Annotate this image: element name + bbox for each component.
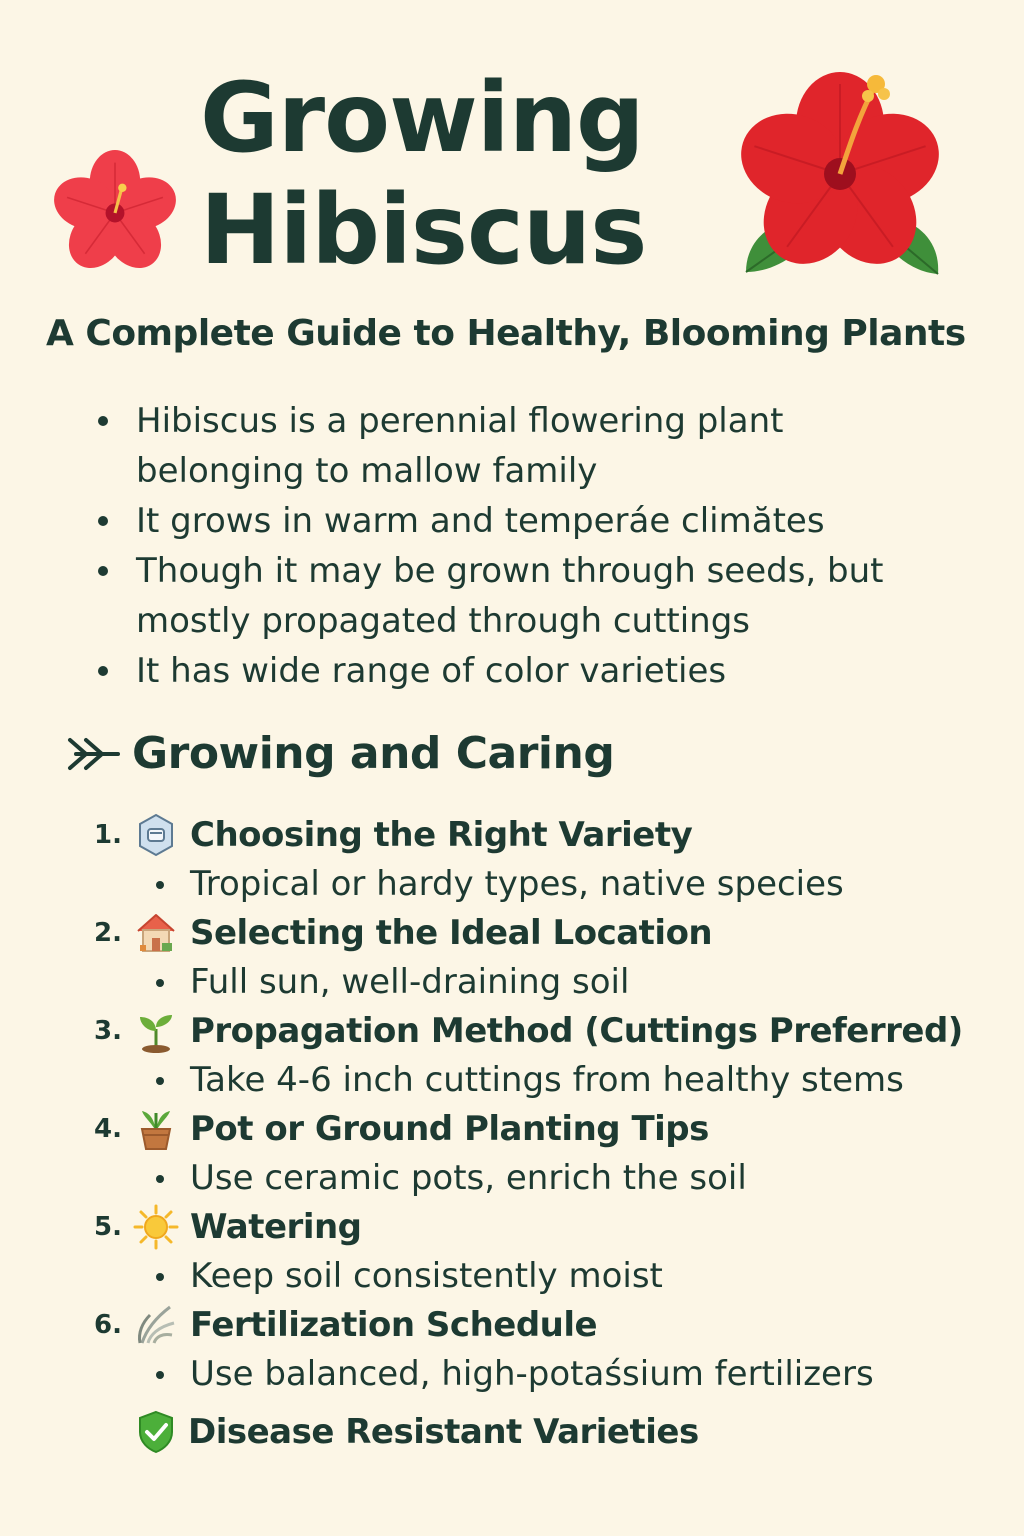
bullet-dot <box>156 1371 164 1379</box>
step-detail: Take 4-6 inch cuttings from healthy stems <box>190 1060 904 1100</box>
intro-list <box>90 396 950 696</box>
step-item <box>94 1300 974 1398</box>
page-subtitle: A Complete Guide to Healthy, Blooming Plants <box>46 313 966 354</box>
bullet-dot <box>156 979 164 987</box>
bullet-dot <box>156 881 164 889</box>
shield-check-icon <box>132 1408 180 1456</box>
step-item <box>94 1202 974 1300</box>
section-heading <box>66 726 614 782</box>
sun-icon <box>132 1203 180 1251</box>
step-title: Fertilization Schedule <box>190 1305 598 1345</box>
step-detail: Use ceramic pots, enrich the soil <box>190 1158 747 1198</box>
step-item <box>94 908 974 1006</box>
step-number: 1. <box>94 820 122 850</box>
small-hibiscus-icon <box>52 150 178 276</box>
step-detail: Full sun, well-draining soil <box>190 962 630 1002</box>
bullet-dot <box>98 516 108 526</box>
step-number: 6. <box>94 1310 122 1340</box>
title-line-2: Hibiscus <box>200 174 647 286</box>
intro-item-text: Though it may be grown through seeds, but mostly propagated through cuttings <box>136 551 884 641</box>
step-detail: Use balanced, high-potaśsium fertilizers <box>190 1354 874 1394</box>
title-line-1: Growing <box>200 62 644 174</box>
step-number: 5. <box>94 1212 122 1242</box>
step-title: Propagation Method (Cuttings Preferred) <box>190 1011 963 1051</box>
grass-icon <box>132 1301 180 1349</box>
step-detail: Keep soil consistently moist <box>190 1256 663 1296</box>
bullet-dot <box>156 1077 164 1085</box>
bullet-dot <box>156 1175 164 1183</box>
step-number: 2. <box>94 918 122 948</box>
step-number: 4. <box>94 1114 122 1144</box>
steps-list <box>94 810 974 1398</box>
final-text: Disease Resistant Varieties <box>188 1412 699 1452</box>
step-title: Pot or Ground Planting Tips <box>190 1109 709 1149</box>
bullet-dot <box>156 1273 164 1281</box>
double-chevron-icon <box>66 734 122 774</box>
intro-item <box>90 496 950 546</box>
step-item <box>94 1006 974 1104</box>
section-title: Growing and Caring <box>132 728 615 779</box>
intro-item-text: It has wide range of color varieties <box>136 651 727 691</box>
intro-item <box>90 546 950 646</box>
intro-item-text: It grows in warm and temperáe climătes <box>136 501 825 541</box>
step-item <box>94 1104 974 1202</box>
step-title: Selecting the Ideal Location <box>190 913 713 953</box>
seed-packet-icon <box>132 811 180 859</box>
step-title: Choosing the Right Variety <box>190 815 693 855</box>
step-number: 3. <box>94 1016 122 1046</box>
step-title: Watering <box>190 1207 362 1247</box>
bullet-dot <box>98 566 108 576</box>
step-item <box>94 810 974 908</box>
intro-item-text: Hibiscus is a perennial flowering plant belonging to mallow family <box>136 401 784 491</box>
page-title <box>200 62 720 286</box>
disease-resistant-line <box>132 1408 699 1456</box>
potted-plant-icon <box>132 1105 180 1153</box>
bullet-dot <box>98 666 108 676</box>
large-hibiscus-icon <box>726 62 954 282</box>
intro-item <box>90 396 950 496</box>
house-icon <box>132 909 180 957</box>
intro-item <box>90 646 950 696</box>
seedling-icon <box>132 1007 180 1055</box>
bullet-dot <box>98 416 108 426</box>
step-detail: Tropical or hardy types, native species <box>190 864 844 904</box>
